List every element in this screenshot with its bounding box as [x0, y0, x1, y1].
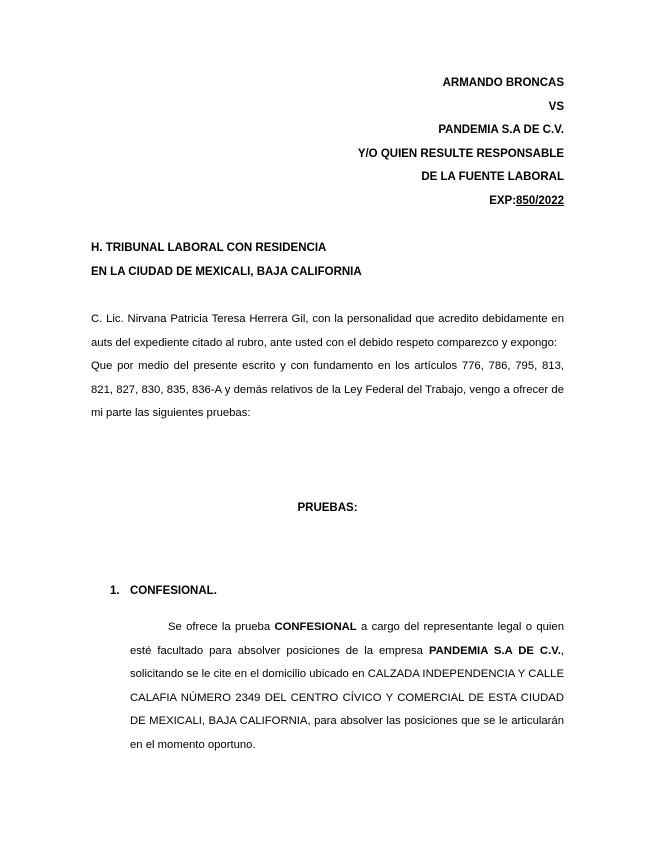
- file-label: EXP:: [489, 194, 517, 207]
- file-number: 850/2022: [516, 194, 564, 207]
- addressee-block: [91, 237, 362, 284]
- addressee-line-2: EN LA CIUDAD DE MEXICALI, BAJA CALIFORNIA: [91, 265, 362, 278]
- addressee-line-1: H. TRIBUNAL LABORAL CON RESIDENCIA: [91, 242, 327, 254]
- caption-file-number: [358, 190, 564, 214]
- section-title: PRUEBAS:: [297, 502, 358, 514]
- item-number: 1.: [110, 585, 120, 597]
- intro-paragraph-2: Que por medio del presente escrito y con fundamento en los artículos 776, 786, 795, 813, 821, 827, 830, 835, 836-A y demás relativos de la Ley Federal del Trabajo, vengo a ofrecer de mi parte las siguientes pruebas:: [91, 360, 564, 419]
- item-body-text-3: , solicitando se le cite en el domicilio ubicado en CALZADA INDEPENDENCIA Y CALLE CALAFIA NÚMERO 2349 DEL CENTRO CÍVICO Y COMERCIAL DE ESTA CIUDAD DE MEXICALI, BAJA CALIFORNIA, para absolver las posiciones que se le articularán en el momento oportuno.: [130, 644, 565, 751]
- intro-paragraph-1: C. Lic. Nirvana Patricia Teresa Herrera Gil, con la personalidad que acredito debidamente en auts del expediente citado al rubro, ante usted con el debido respeto comparezco y expongo:: [91, 313, 564, 349]
- caption-versus: VS: [548, 100, 564, 113]
- caption-plaintiff: ARMANDO BRONCAS: [442, 77, 564, 89]
- caption-defendant: PANDEMIA S.A DE C.V.: [438, 124, 564, 136]
- caption-responsible: Y/O QUIEN RESULTE RESPONSABLE: [357, 147, 564, 160]
- case-caption: [358, 72, 564, 213]
- item-body-text-1: Se ofrece la prueba: [168, 621, 275, 633]
- item-body-bold-2: PANDEMIA S.A DE C.V.: [428, 644, 561, 657]
- item-heading: [110, 581, 217, 601]
- item-title: CONFESIONAL.: [130, 585, 217, 597]
- item-body-bold-1: CONFESIONAL: [274, 621, 357, 633]
- item-body: [130, 616, 564, 757]
- item-body-text-2: a cargo del representante legal o quien esté facultado para absolver posiciones de la empresa: [130, 621, 564, 657]
- intro-text: [91, 308, 564, 426]
- caption-source: DE LA FUENTE LABORAL: [421, 171, 564, 183]
